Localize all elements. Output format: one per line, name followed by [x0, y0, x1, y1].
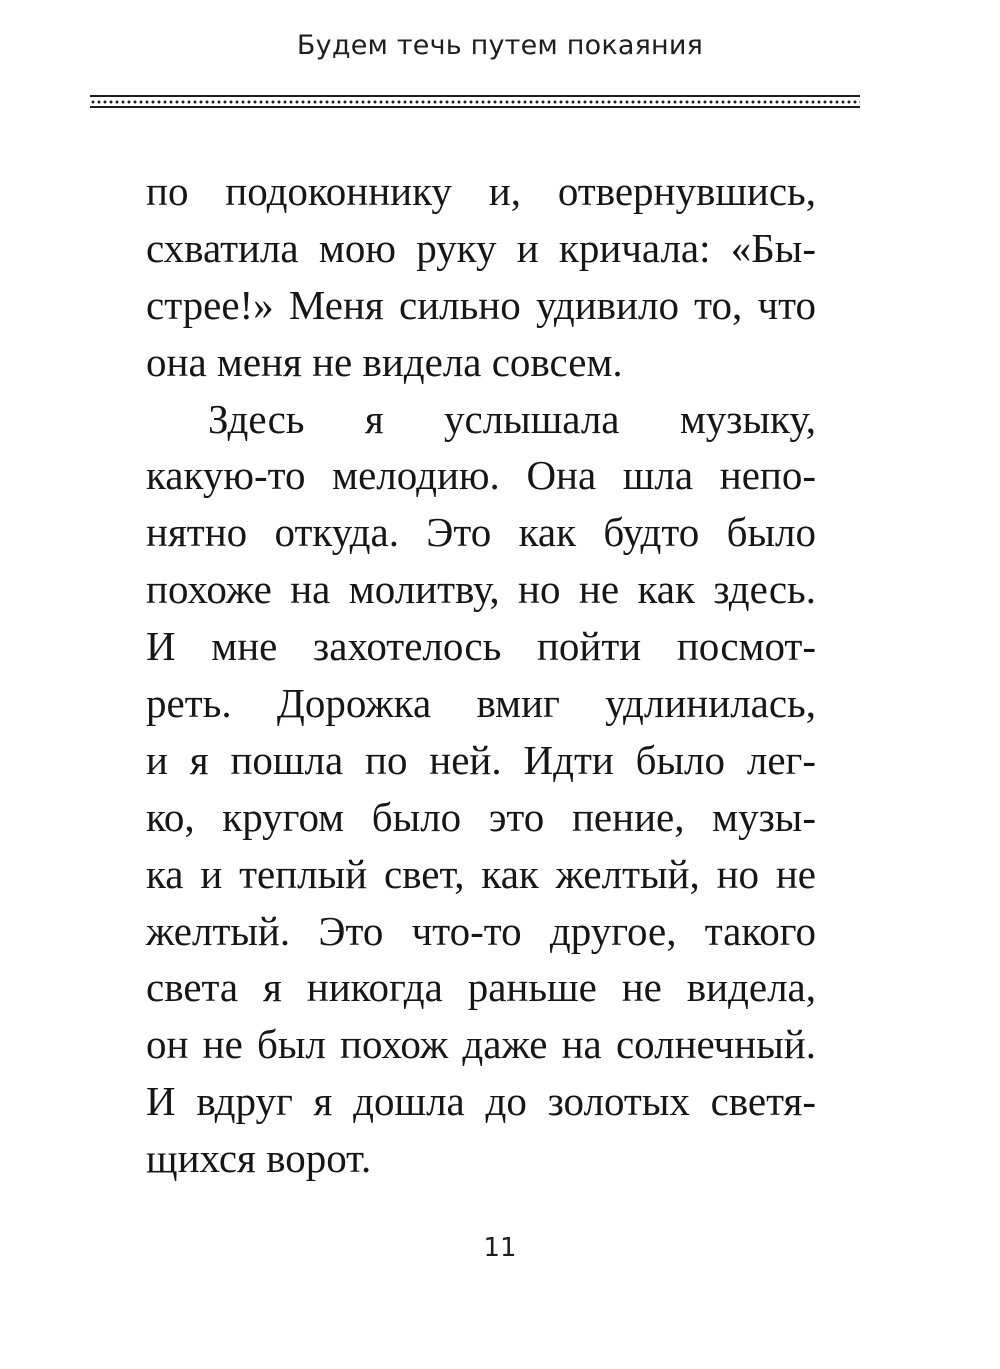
text-line: реть. Дорожка вмиг удлинилась, [146, 680, 816, 727]
text-line: И вдруг я дошла до золотых светя- [146, 1078, 816, 1125]
text-line: Здесь я услышала музыку, [208, 395, 816, 442]
running-header: Будем течь путем покаяния [296, 30, 704, 61]
header-rule [90, 95, 860, 109]
text-line: он не был похож даже на солнечный. [146, 1021, 816, 1068]
header-rule-dots [90, 100, 860, 104]
body-text [146, 163, 816, 1187]
text-line: и я пошла по ней. Идти было лег- [146, 736, 816, 783]
text-line: по подоконнику и, отвернувшись, [146, 168, 816, 214]
text-line: желтый. Это что-то другое, такого [146, 907, 816, 954]
text-line: похоже на молитву, но не как здесь. [146, 566, 816, 613]
page-number: 11 [483, 1233, 517, 1263]
text-line: света я никогда раньше не видела, [146, 964, 816, 1011]
text-line: ка и теплый свет, как желтый, но не [146, 850, 816, 897]
text-line: нятно откуда. Это как будто было [146, 509, 816, 556]
text-line: она меня не видела совсем. [146, 338, 623, 385]
text-line: ко, кругом было это пение, музы- [146, 793, 816, 840]
header-rule-bottom-line [90, 106, 860, 108]
text-line: И мне захотелось пойти посмот- [146, 623, 816, 670]
text-line: стрее!» Меня сильно удивило то, что [146, 281, 816, 328]
header-rule-top-line [90, 95, 860, 97]
text-line: схватила мою руку и кричала: «Бы- [146, 224, 816, 271]
text-line: какую-то мелодию. Она шла непо- [146, 452, 816, 499]
text-line: щихся ворот. [146, 1135, 372, 1182]
